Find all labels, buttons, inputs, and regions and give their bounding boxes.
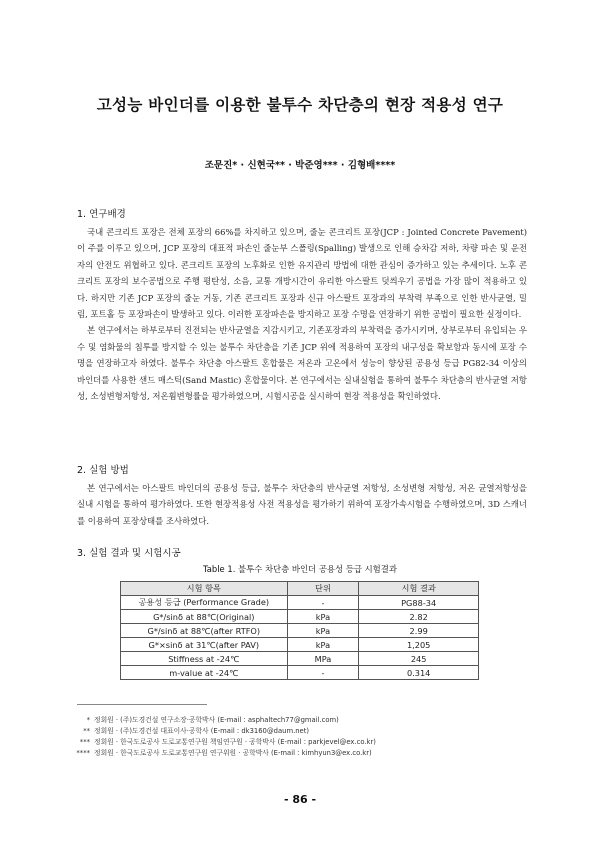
page-number: - 86 - — [283, 793, 317, 806]
column-header: 단위 — [287, 582, 359, 596]
table-cell: - — [287, 666, 359, 680]
footnote-text: 정회원 · 한국도로공사 도로교통연구원 연구위원 · 공학박사 (E-mail : kimhyun3@ex.co.kr) — [94, 749, 372, 757]
table-row — [121, 596, 479, 610]
table-cell: m-value at -24℃ — [121, 666, 288, 680]
footnote-text: 정회원 · 한국도로공사 도로교통연구원 책임연구원 · 공학박사 (E-mail : parkjevel@ex.co.kr) — [94, 738, 376, 746]
footnote-mark: *** — [79, 738, 90, 746]
author-list: 조문진* · 신현국** · 박준영*** · 김형배**** — [204, 160, 396, 171]
section-heading: 1. 연구배경 — [77, 209, 126, 220]
footnote-divider — [77, 704, 207, 705]
footnote — [68, 737, 538, 748]
body-paragraph: 본 연구에서는 아스팔트 바인더의 공용성 등급, 불투수 차단층의 반사균열 저항성, 소성변형 저항성, 저온 균열저항성을 실내 시험을 통하여 평가하였다. 또한 현장적용성 사전 적용성을 평가하기 위하여 포장가속시험을 수행하였으며, 3D 스캐너를 이용하여 포장상태를 조사하였다. — [77, 483, 527, 526]
table-cell: - — [287, 596, 359, 610]
body-paragraph: 국내 콘크리트 포장은 전체 포장의 66%를 차지하고 있으며, 줄눈 콘크리트 포장(JCP : Jointed Concrete Pavement)이 주를 이루고 있으며, JCP 포장의 대표적 파손인 줄눈부 스폴링(Spalling) 발생으로 인해 승차감 저하, 차량 파손 및 운전자의 안전도 위협하고 있다. 콘크리트 포장의 노후화로 인한 유지관리 방법에 대한 관심이 증가하고 있는 추세이다. 노후 콘크리트 포장의 보수공법으로 주행 평탄성, 소음, 교통 개방시간이 유리한 아스팔트 덧씌우기 공법을 가장 많이 적용하고 있다. 하지만 기존 JCP 포장의 줄눈 거동, 기존 콘크리트 포장과 신규 아스팔트 포장과의 부착력 부족으로 인한 반사균열, 밀림, 포트홀 등 포장파손이 발생하고 있다. 이러한 포장파손을 방지하고 포장 수명을 연장하기 위한 공법이 필요한 실정이다. — [77, 227, 527, 320]
section-heading: 3. 실험 결과 및 시험시공 — [77, 548, 181, 559]
table-header-row — [121, 582, 479, 596]
section-method — [77, 462, 527, 529]
footnote-mark: ** — [83, 727, 90, 735]
table-caption: Table 1. 불투수 차단층 바인더 공용성 등급 시험결과 — [203, 564, 397, 574]
table-row — [121, 652, 479, 666]
section-heading: 2. 실험 방법 — [77, 465, 129, 476]
body-paragraph: 본 연구에서는 하부로부터 진전되는 반사균열을 지감시키고, 기존포장과의 부착력을 증가시키며, 상부로부터 유입되는 우수 및 염화물의 침투를 방지할 수 있는 불투수 차단층을 기존 JCP 위에 적용하여 포장의 내구성을 확보함과 동시에 포장 수명을 연장하고자 하였다. 불투수 차단층 아스팔트 혼합물은 저온과 고온에서 성능이 향상된 공용성 등급 PG82-34 이상의 바인더를 사용한 샌드 매스틱(Sand Mastic) 혼합물이다. 본 연구에서는 실내실험을 통하여 불투수 차단층의 반사균열 저항성, 소성변형저항성, 저온휨변형률을 평가하였으며, 시험시공을 실시하여 현장 적용성을 확인하였다. — [77, 325, 527, 402]
footnote-text: 정회원 · (주)도경건설 대표이사·공학사 (E-mail : dk3160@daum.net) — [94, 727, 310, 735]
table-cell: Stiffness at -24℃ — [121, 652, 288, 666]
table-cell: 2.99 — [359, 624, 479, 638]
footnote — [68, 726, 538, 737]
table-row — [121, 624, 479, 638]
footnote — [68, 748, 538, 759]
footnote-mark: **** — [76, 749, 90, 757]
section-background — [77, 206, 527, 404]
table-row — [121, 638, 479, 652]
table-cell: kPa — [287, 638, 359, 652]
table-cell: MPa — [287, 652, 359, 666]
paper-title: 고성능 바인더를 이용한 불투수 차단층의 현장 적용성 연구 — [96, 96, 504, 114]
table-row — [121, 610, 479, 624]
table-cell: 245 — [359, 652, 479, 666]
results-table — [120, 581, 479, 680]
footnote-text: 정회원 · (주)도경건설 연구소장·공학박사 (E-mail : asphaltech77@gmail.com) — [94, 716, 339, 724]
table-cell: 2.82 — [359, 610, 479, 624]
column-header: 시험 결과 — [359, 582, 479, 596]
table-cell: G*/sinδ at 88℃(Original) — [121, 610, 288, 624]
table-row — [121, 666, 479, 680]
table-cell: 0.314 — [359, 666, 479, 680]
table-cell: G*×sinδ at 31℃(after PAV) — [121, 638, 288, 652]
table-cell: 1,205 — [359, 638, 479, 652]
section-results — [77, 545, 527, 563]
table-cell: G*/sinδ at 88℃(after RTFO) — [121, 624, 288, 638]
footnotes — [68, 715, 538, 759]
column-header: 시험 항목 — [121, 582, 288, 596]
footnote-mark: * — [86, 716, 90, 724]
table-cell: PG88-34 — [359, 596, 479, 610]
footnote — [68, 715, 538, 726]
table-cell: kPa — [287, 624, 359, 638]
table-cell: kPa — [287, 610, 359, 624]
table-cell: 공용성 등급 (Performance Grade) — [121, 596, 288, 610]
